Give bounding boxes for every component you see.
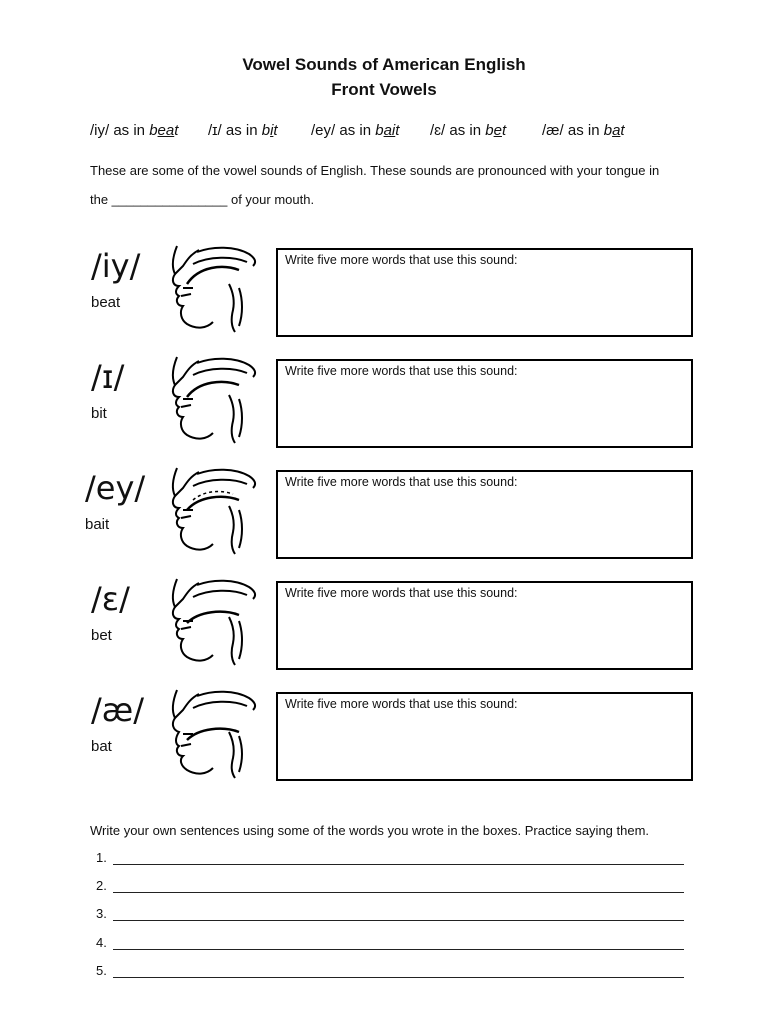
sound-symbol: /æ/ bbox=[91, 691, 144, 729]
mouth-diagram-icon bbox=[163, 577, 263, 669]
key-as-in: as in bbox=[113, 122, 146, 139]
sound-example-word: bit bbox=[91, 405, 107, 422]
key-as-in: as in bbox=[225, 122, 258, 139]
key-as-in: as in bbox=[449, 122, 482, 139]
sound-row-iy bbox=[85, 248, 700, 340]
key-word: bait bbox=[375, 122, 400, 139]
key-item bbox=[542, 122, 625, 139]
sentence-line-number: 1. bbox=[96, 850, 107, 865]
mouth-diagram-icon bbox=[163, 244, 263, 336]
mouth-diagram-icon bbox=[163, 355, 263, 447]
key-item bbox=[430, 122, 506, 139]
sentence-blank[interactable] bbox=[113, 949, 684, 950]
sound-symbol: /ɪ/ bbox=[91, 358, 125, 396]
key-as-in: as in bbox=[339, 122, 372, 139]
sentences-instructions: Write your own sentences using some of the words you wrote in the boxes. Practice saying them. bbox=[90, 823, 650, 838]
sentence-line-number: 4. bbox=[96, 935, 107, 950]
answer-box[interactable] bbox=[276, 359, 693, 448]
page-title: Vowel Sounds of American English bbox=[242, 55, 526, 74]
sound-row-ae bbox=[85, 692, 700, 784]
sentence-line-number: 3. bbox=[96, 906, 107, 921]
key-symbol: /ɛ/ bbox=[430, 122, 446, 139]
intro-line-1: These are some of the vowel sounds of English. These sounds are pronounced with your tongue in bbox=[90, 163, 660, 178]
sound-row-ih bbox=[85, 359, 700, 451]
sound-example-word: beat bbox=[91, 294, 121, 311]
sentence-blank[interactable] bbox=[113, 920, 684, 921]
intro-line-2: the ________________ of your mouth. bbox=[90, 192, 315, 207]
answer-box-prompt: Write five more words that use this sound: bbox=[285, 697, 518, 711]
sentence-line[interactable] bbox=[96, 935, 686, 951]
sound-example-word: bet bbox=[91, 627, 112, 644]
sentence-line[interactable] bbox=[96, 906, 686, 922]
key-item bbox=[311, 122, 399, 139]
mouth-diagram-icon bbox=[163, 688, 263, 780]
answer-box-prompt: Write five more words that use this sound: bbox=[285, 475, 518, 489]
sound-symbol: /iy/ bbox=[91, 247, 141, 285]
key-word: beat bbox=[149, 122, 179, 139]
sound-symbol: /ey/ bbox=[85, 469, 146, 507]
sound-row-eh bbox=[85, 581, 700, 673]
sentence-line-number: 5. bbox=[96, 963, 107, 978]
key-item bbox=[208, 122, 278, 139]
key-symbol: /iy/ bbox=[90, 122, 110, 139]
key-item bbox=[90, 122, 178, 139]
sentence-line[interactable] bbox=[96, 963, 686, 979]
sentence-line[interactable] bbox=[96, 850, 686, 866]
page-subtitle: Front Vowels bbox=[331, 80, 437, 99]
key-symbol: /æ/ bbox=[542, 122, 564, 139]
sound-example-word: bat bbox=[91, 738, 112, 755]
sound-symbol: /ɛ/ bbox=[91, 580, 130, 618]
sound-row-ey bbox=[85, 470, 700, 562]
key-word: bet bbox=[485, 122, 507, 139]
sentence-blank[interactable] bbox=[113, 892, 684, 893]
mouth-diagram-icon bbox=[163, 466, 263, 558]
key-as-in: as in bbox=[567, 122, 600, 139]
sentence-line[interactable] bbox=[96, 878, 686, 894]
sentence-blank[interactable] bbox=[113, 977, 684, 978]
sound-example-word: bait bbox=[85, 516, 110, 533]
answer-box-prompt: Write five more words that use this sound: bbox=[285, 364, 518, 378]
sentence-blank[interactable] bbox=[113, 864, 684, 865]
answer-box-prompt: Write five more words that use this sound: bbox=[285, 253, 518, 267]
key-word: bit bbox=[261, 122, 278, 139]
key-symbol: /ey/ bbox=[311, 122, 336, 139]
key-symbol: /ɪ/ bbox=[208, 122, 222, 139]
sentence-line-number: 2. bbox=[96, 878, 107, 893]
key-word: bat bbox=[603, 122, 625, 139]
answer-box[interactable] bbox=[276, 692, 693, 781]
answer-box[interactable] bbox=[276, 581, 693, 670]
answer-box[interactable] bbox=[276, 470, 693, 559]
answer-box-prompt: Write five more words that use this sound: bbox=[285, 586, 518, 600]
answer-box[interactable] bbox=[276, 248, 693, 337]
